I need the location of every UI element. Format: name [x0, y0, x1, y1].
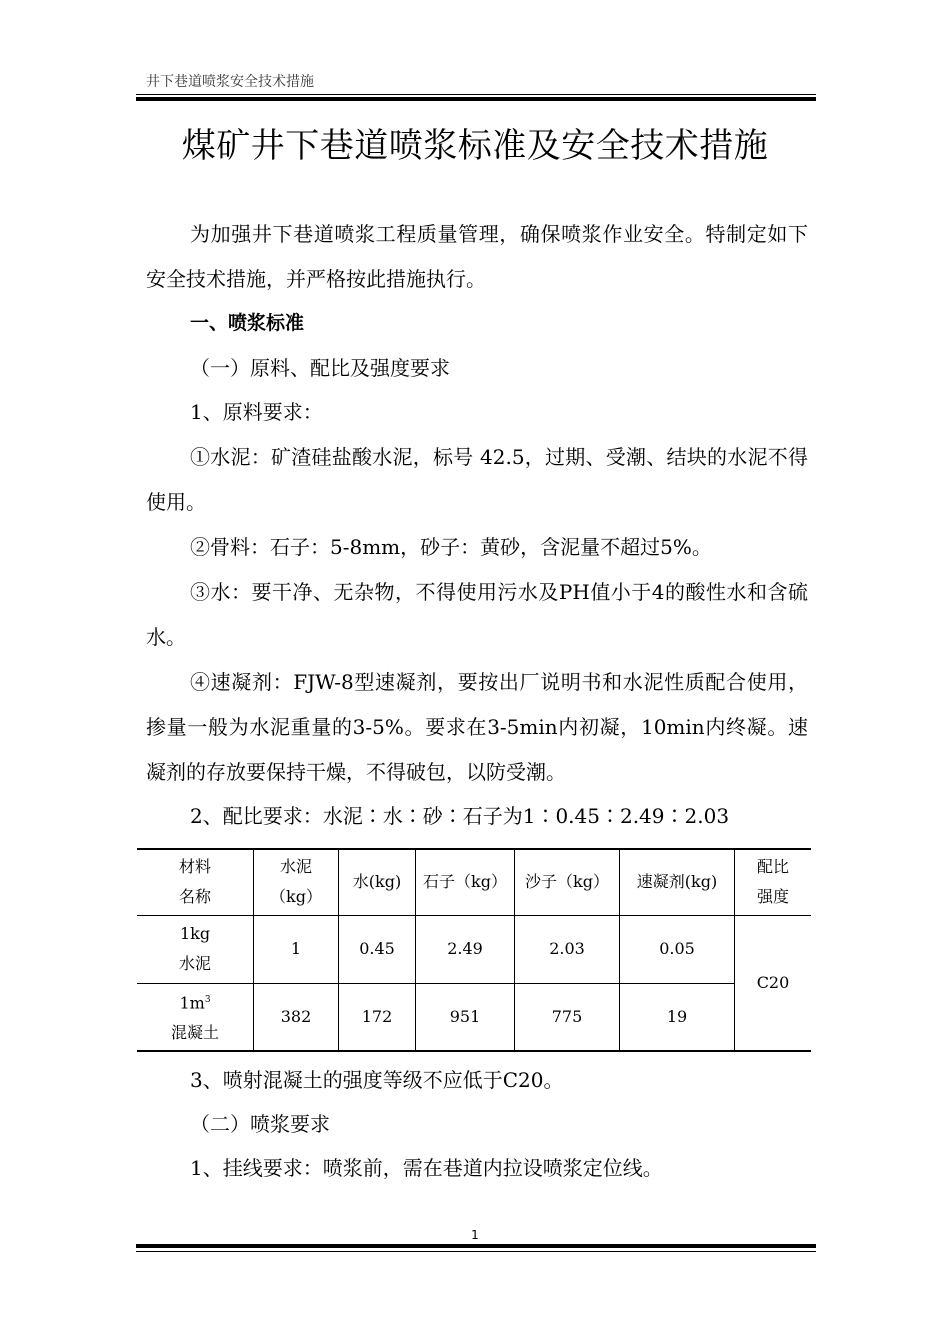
table-row — [137, 983, 811, 1051]
cell-water: 172 — [339, 983, 416, 1051]
table-header-row — [137, 849, 811, 915]
th-ratio-strength: 配比 强度 — [735, 849, 812, 915]
cell-stone: 951 — [416, 983, 515, 1051]
header-rule-thick — [136, 97, 816, 101]
cell-stone: 2.49 — [416, 915, 515, 983]
cell-accelerator: 0.05 — [620, 915, 735, 983]
intro-paragraph: 为加强井下巷道喷浆工程质量管理，确保喷浆作业安全。特制定如下安全技术措施，并严格按此措施执行。 — [146, 222, 808, 291]
item-strength-grade: 3、喷射混凝土的强度等级不应低于C20。 — [190, 1068, 564, 1092]
table-row — [137, 915, 811, 983]
th-water: 水(kg) — [339, 849, 416, 915]
cell-material: 1kg 水泥 — [137, 915, 254, 983]
th-sand: 沙子（kg） — [515, 849, 620, 915]
subsection-heading-2: （二）喷浆要求 — [190, 1112, 330, 1136]
cell-accelerator: 19 — [620, 983, 735, 1051]
page-number: 1 — [471, 1228, 479, 1242]
item-aggregate: ②骨料：石子：5-8mm，砂子：黄砂，含泥量不超过5%。 — [190, 535, 712, 559]
cell-sand: 2.03 — [515, 915, 620, 983]
th-material: 材料 名称 — [137, 849, 254, 915]
cell-cement: 382 — [254, 983, 339, 1051]
item-hang-line: 1、挂线要求：喷浆前，需在巷道内拉设喷浆定位线。 — [190, 1156, 663, 1180]
th-stone: 石子（kg） — [416, 849, 515, 915]
item-mix-ratio: 2、配比要求：水泥∶水∶砂∶石子为1∶0.45∶2.49∶2.03 — [190, 804, 730, 828]
footer-rule-thin — [136, 1251, 816, 1252]
footer-rule-thick — [136, 1244, 816, 1248]
section-heading-1: 一、喷浆标准 — [190, 312, 305, 334]
document-title: 煤矿井下巷道喷浆标准及安全技术措施 — [181, 126, 769, 166]
cell-sand: 775 — [515, 983, 620, 1051]
cell-strength: C20 — [735, 915, 812, 1051]
cell-water: 0.45 — [339, 915, 416, 983]
cell-cement: 1 — [254, 915, 339, 983]
th-cement: 水泥 （kg） — [254, 849, 339, 915]
item-raw-materials: 1、原料要求： — [190, 400, 323, 424]
header-rule-thin — [136, 94, 816, 95]
running-header: 井下巷道喷浆安全技术措施 — [146, 74, 314, 90]
cell-material: $1m^3$ 混凝土 — [137, 983, 254, 1051]
item-water: ③水：要干净、无杂物，不得使用污水及PH值小于4的酸性水和含硫水。 — [146, 580, 808, 649]
th-accelerator: 速凝剂(kg) — [620, 849, 735, 915]
item-accelerator: ④速凝剂：FJW-8型速凝剂，要按出厂说明书和水泥性质配合使用，掺量一般为水泥重量的3-5%。要求在3-5min内初凝，10min内终凝。速凝剂的存放要保持干燥，不得破包，以防受潮。 — [146, 670, 808, 784]
subsection-heading-1: （一）原料、配比及强度要求 — [190, 356, 450, 380]
item-cement: ①水泥：矿渣硅盐酸水泥，标号 42.5，过期、受潮、结块的水泥不得使用。 — [146, 445, 808, 514]
mix-ratio-table — [137, 848, 811, 1052]
